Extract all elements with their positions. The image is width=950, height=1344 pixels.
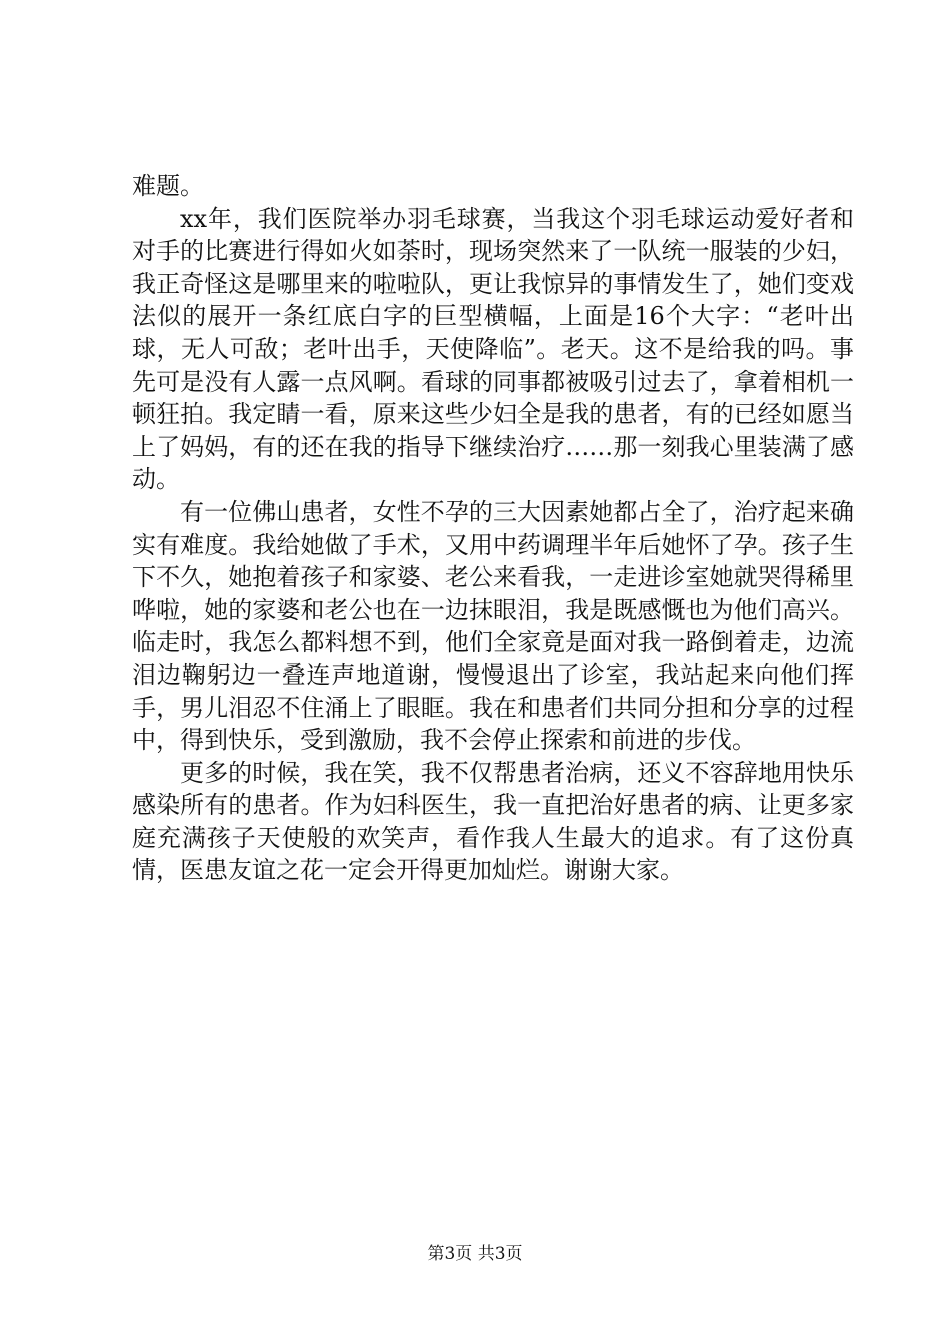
paragraph-continuation: 难题。 [132,172,204,200]
paragraph-foshan-patient: 有一位佛山患者，女性不孕的三大因素她都占全了，治疗起来确实有难度。我给她做了手术，又用中药调理半年后她怀了孕。孩子生下不久，她抱着孩子和家婆、老公来看我，一走进诊室她就哭得稀里哗啦，她的家婆和老公也在一边抹眼泪，我是既感慨也为他们高兴。临走时，我怎么都料想不到，他们全家竟是面对我一路倒着走，边流泪边鞠躬边一叠连声地道谢，慢慢退出了诊室，我站起来向他们挥手，男儿泪忍不住涌上了眼眶。我在和患者们共同分担和分享的过程中，得到快乐，受到激励，我不会停止探索和前进的步伐。 [132,497,854,755]
document-body [132,170,854,887]
paragraph-closing: 更多的时候，我在笑，我不仅帮患者治病，还义不容辞地用快乐感染所有的患者。作为妇科医生，我一直把治好患者的病、让更多家庭充满孩子天使般的欢笑声，看作我人生最大的追求。有了这份真情，医患友谊之花一定会开得更加灿烂。谢谢大家。 [132,758,854,885]
paragraph-badminton-story: xx年，我们医院举办羽毛球赛，当我这个羽毛球运动爱好者和对手的比赛进行得如火如荼时，现场突然来了一队统一服装的少妇，我正奇怪这是哪里来的啦啦队，更让我惊异的事情发生了，她们变戏法似的展开一条红底白字的巨型横幅，上面是16个大字：“老叶出球，无人可敌；老叶出手，天使降临”。老天。这不是给我的吗。事先可是没有人露一点风啊。看球的同事都被吸引过去了，拿着相机一顿狂拍。我定睛一看，原来这些少妇全是我的患者，有的已经如愿当上了妈妈，有的还在我的指导下继续治疗……那一刻我心里装满了感动。 [132,204,854,494]
page-number-footer: 第3页 共3页 [427,1244,523,1264]
